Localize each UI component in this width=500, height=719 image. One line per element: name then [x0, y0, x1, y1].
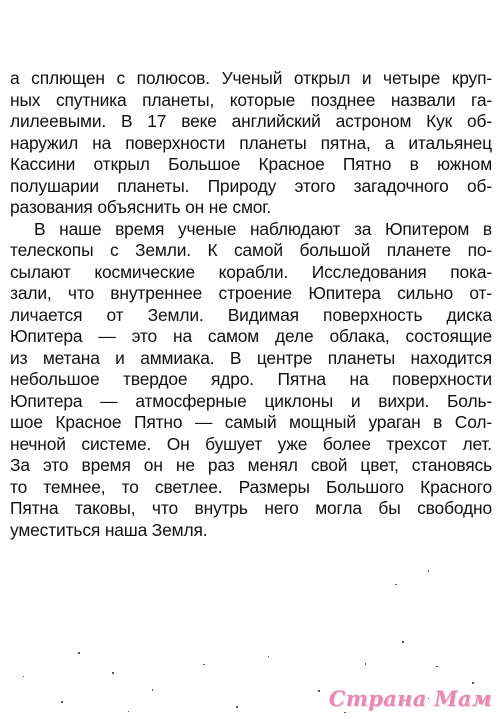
- scan-speck: [112, 672, 114, 674]
- scan-speck: [23, 676, 24, 677]
- text-line: из метана и аммиака. В центре планеты находится: [10, 347, 492, 368]
- scan-speck: [203, 664, 205, 665]
- scan-speck: [436, 666, 438, 667]
- text-line: В наше время ученые наблюдают за Юпитером в: [34, 218, 492, 239]
- scan-speck: [428, 570, 429, 572]
- text-line: телескопы с Земли. К самой большой планете по-: [10, 240, 492, 260]
- text-line: а сплющен с полюсов. Ученый открыл и четыре круп-: [10, 68, 492, 88]
- scan-speck: [152, 689, 153, 691]
- text-line: Пятна таковы, что внутрь него могла бы свободно: [10, 498, 492, 518]
- watermark-logo: Страна Мам: [328, 686, 492, 711]
- text-line: Юпитера — это на самом деле облака, состоящие: [10, 326, 492, 346]
- scan-speck: [472, 682, 474, 684]
- paragraph-1: [10, 68, 492, 219]
- scan-speck: [402, 641, 404, 643]
- text-line: лилеевыми. В 17 веке английский астроном Кук об-: [10, 111, 492, 131]
- text-line: наружил на поверхности планеты пятна, а итальянец: [10, 132, 492, 153]
- scan-speck: [78, 652, 80, 654]
- text-line: шое Красное Пятно — самый мощный ураган в Сол-: [10, 412, 492, 432]
- text-line: личается от Земли. Видимая поверхность диска: [10, 304, 492, 325]
- text-line: ных спутника планеты, которые позднее назвали га-: [10, 89, 492, 110]
- text-line: то темнее, то светлее. Размеры Большого Красного: [10, 476, 492, 497]
- text-line: небольшое твердое ядро. Пятна на поверхности: [10, 369, 492, 389]
- page-text: [10, 68, 492, 541]
- paragraph-2: [10, 219, 492, 542]
- scan-speck: [128, 711, 129, 712]
- scan-speck: [268, 656, 269, 657]
- text-line: уместиться наша Земля.: [10, 519, 208, 540]
- text-line: Кассини открыл Большое Красное Пятно в южном: [10, 154, 492, 174]
- text-line: разования объяснить он не смог.: [10, 197, 272, 217]
- text-line: За это время он не раз менял свой цвет, становясь: [10, 455, 492, 475]
- scan-speck: [395, 584, 397, 585]
- scan-speck: [61, 701, 63, 703]
- text-line: нечной системе. Он бушует уже более трехсот лет.: [10, 433, 492, 454]
- scan-speck: [344, 712, 346, 713]
- scan-speck: [236, 706, 238, 708]
- scan-speck: [318, 690, 320, 692]
- text-line: сылают космические корабли. Исследования пока-: [10, 261, 492, 282]
- text-line: зали, что внутреннее строение Юпитера сильно от-: [10, 283, 492, 303]
- text-line: полушарии планеты. Природу этого загадочного об-: [10, 175, 492, 196]
- scan-speck: [365, 663, 366, 665]
- text-line: Юпитера — атмосферные циклоны и вихри. Боль-: [10, 390, 492, 411]
